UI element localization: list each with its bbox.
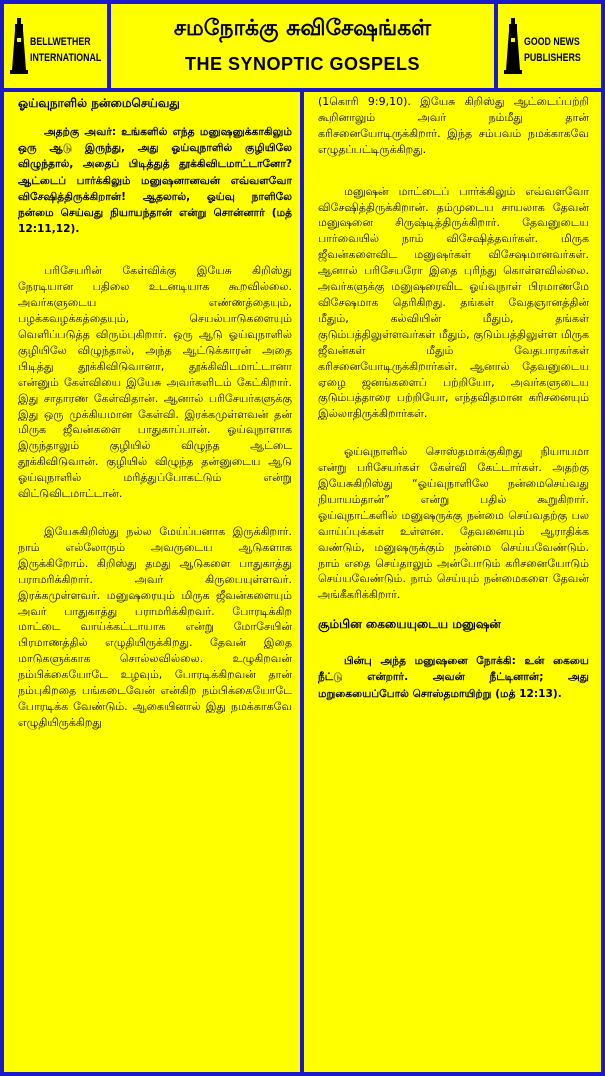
body-paragraph: மனுஷன் மாட்டைப் பார்க்கிலும் எவ்வளவோ விசேஷித்திருக்கிறான். தம்முடைய சாயலாக தேவன் மனுஷனை சிருஷ்டித்திருக்கிறார். தேவனுடைய பார்வையில் நாம் விசேஷித்தவர்கள். மிருக ஜீவன்களைவிட மனுஷர்கள் விசேஷமானவர்கள். ஆனால் பரிசேயரோ இதை புரிந்து கொள்ளவில்லை. அவர்களுக்கு மனுஷரைவிட ஓய்வுநாள் பிரமாணமே விசேஷமாக தெரிகிறது. தங்கள் வேதஞானத்தின் மீதும், கல்வியின் மீதும், தங்கள் குடும்பத்திலுள்ளவர்கள் மீதும், குடும்பத்திலுள்ள மிருக ஜீவன்கள் மீதும் வேதபாரகர்கள் கரிசனையோடிருக்கிறார்கள். ஆனால் தேவனுடைய ஏழை ஜனங்களைப் பற்றியோ, அவர்களுடைய குடும்பத்தாரை பற்றியோ, எந்தவிதமான கரிசனையும் இல்லாதிருக்கிறார்கள்.	[318, 184, 589, 421]
body-paragraph: ஓய்வுநாளில் சொஸ்தமாக்குகிறது நியாயமா என்று பரிசேயர்கள் கேள்வி கேட்டார்கள். அதற்கு இயேசுகிறிஸ்து “ஓய்வுநாளிலே நன்மைசெய்வது நியாயம்தான்” என்று பதில் கூறுகிறார். ஓய்வுநாட்களில் மனுஷருக்கு நன்மை செய்வதற்கு பல வாய்ப்புக்கள் உள்ளன. தேவனையும் ஆராதிக்க வண்டும், மனுஷருக்கும் நன்மை செய்யவேண்டும். நாம் எதை செய்தாலும் அன்போடும் கரிசனையோடும் செய்யவேண்டும். நாம் செய்யும் நன்மைகளை தேவன் அங்கீகரிக்கிறார்.	[318, 445, 589, 602]
scripture-quote: பின்பு அந்த மனுஷனை நோக்கி: உன் கையை நீட்டு என்றார். அவன் நீட்டினான்; அது மறுகையைப்போல் சொஸ்தமாயிற்று (மத் 12:13).	[318, 655, 589, 700]
left-logo-line-2: INTERNATIONAL	[30, 52, 102, 64]
left-logo-text	[30, 34, 101, 66]
section-heading: சூம்பின கையையுடைய மனுஷன்	[318, 617, 501, 632]
bellwether-logo	[4, 4, 111, 88]
right-logo-text	[524, 34, 581, 66]
title-english: THE SYNOPTIC GOSPELS	[184, 54, 421, 74]
page-title	[111, 4, 494, 88]
body-paragraph: பரிசேயரின் கேள்விக்கு இயேசு கிறிஸ்து நேரடியான பதிலை உடனடியாக கூறவில்லை. அவர்களுடைய எண்ணத்தையும், பழக்கவழக்கத்தையும், செயல்பாடுகளையும் வெளிப்படுத்த விரும்புகிறார். ஒரு ஆடு ஓய்வுநாளில் குழியிலே விழுந்தால், அந்த ஆட்டுக்காரன் அதை பிடித்து தூக்கிவிடுவானா, தூக்கிவிடமாட்டானா என்னும் கேள்வியை இயேசு அவர்களிடம் கேட்கிறார். இது சாதாரண கேள்விதான். ஆனால் பரிசேயர்களுக்கு இது ஒரு முக்கியமான கேள்வி. இரக்கமுள்ளவன் தன் மிருக ஜீவன்களை பாதுகாப்பான். ஓய்வுநாளாக இருந்தாலும் குழியில் விழுந்த ஆட்டை தூக்கிவிடுவான். குழியில் விழுந்த தன்னுடைய ஆடு ஓய்வுநாளில் மரித்துப்போகட்டும் என்று விட்டுவிடமாட்டான்.	[18, 264, 292, 501]
body-paragraph: இயேசுகிறிஸ்து நல்ல மேய்ப்பனாக இருக்கிறார். நாம் எல்லோரும் அவருடைய ஆடுகளாக இருக்கிறோம். கிறிஸ்து தமது ஆடுகளை பாதுகாத்து பராமரிக்கிறார். அவர் கிருபையுள்ளவர். இரக்கமுள்ளவர். மனுஷரையும் மிருக ஜீவன்களையும் அவர் பாதுகாத்து பராமரிக்கிறவர். போரடிக்கிற மாட்டை வாய்க்கட்டாயாக என்று மோசேயின் பிரமாணத்தில் எழுதியிருக்கிறது. தேவன் இதை மாடுகளுக்காக சொல்லவில்லை. உழுகிறவன் நம்பிக்கையோடே உழவும், போரடிக்கிறவன் தான் நம்புகிறதை பங்கடைவேன் என்கிற நம்பிக்கையோடே போரடிக்க வேண்டும். ஆகையினால் இது நமக்காகவே எழுதியிருக்கிறது	[18, 525, 292, 729]
lighthouse-icon	[504, 18, 522, 74]
content-columns	[4, 92, 601, 1072]
right-logo-line-1: GOOD NEWS	[524, 36, 580, 48]
right-column	[304, 92, 601, 1072]
section-heading: ஓய்வுநாளில் நன்மைசெய்வது	[18, 96, 180, 110]
good-news-logo	[494, 4, 601, 88]
lighthouse-icon	[10, 18, 28, 74]
right-logo-line-2: PUBLISHERS	[524, 52, 581, 64]
header	[4, 4, 601, 92]
title-tamil: சமநோக்கு சுவிசேஷங்கள்	[173, 16, 432, 41]
left-column	[4, 92, 304, 1072]
left-logo-line-1: BELLWETHER	[30, 36, 91, 48]
scripture-quote: அதற்கு அவர்: உங்களில் எந்த மனுஷனுக்காகிலும் ஒரு ஆடு இருந்து, அது ஓய்வுநாளில் குழியிலே விழுந்தால், அதைப் பிடித்துத் தூக்கிவிடமாட்டானோ? ஆட்டைப் பார்க்கிலும் மனுஷனானவன் எவ்வளவோ விசேஷித்திருக்கிறான்! ஆதலால், ஓய்வு நாளிலே நன்மை செய்வது நியாயந்தான் என்று சொன்னார் (மத் 12:11,12).	[18, 126, 292, 236]
body-paragraph: (1கொரி 9:9,10). இயேசு கிறிஸ்து ஆட்டைப்பற்றி கூறினாலும் அவர் நம்மீது தான் கரிசனையோடிருக்கிறார். இந்த சம்பவம் நமக்காகவே எழுதப்பட்டிருக்கிறது.	[318, 95, 589, 156]
